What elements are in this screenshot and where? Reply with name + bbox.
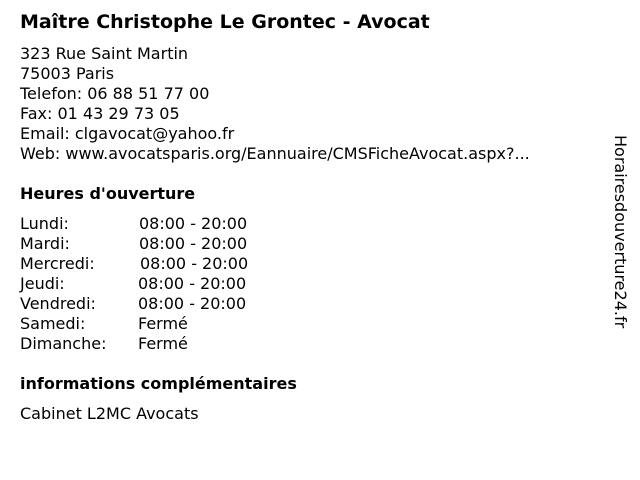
hours-day-label: Vendredi:	[20, 294, 96, 313]
hours-day-label: Mercredi:	[20, 254, 95, 273]
phone-number: Telefon: 06 88 51 77 00	[20, 84, 210, 103]
hours-time-value: 08:00 - 20:00	[139, 234, 248, 253]
address-city: 75003 Paris	[20, 64, 115, 83]
hours-day-label: Lundi:	[20, 214, 69, 233]
website-url: Web: www.avocatsparis.org/Eannuaire/CMSFicheAvocat.aspx?...	[20, 144, 530, 163]
hours-day-label: Samedi:	[20, 314, 86, 333]
hours-time-value: Fermé	[138, 314, 188, 333]
page-title: Maître Christophe Le Grontec - Avocat	[20, 11, 430, 33]
hours-time-value: Fermé	[138, 334, 188, 353]
hours-time-value: 08:00 - 20:00	[138, 274, 247, 293]
extra-info-text: Cabinet L2MC Avocats	[20, 404, 199, 423]
hours-day-label: Jeudi:	[20, 274, 65, 293]
hours-time-value: 08:00 - 20:00	[138, 294, 247, 313]
hours-heading: Heures d'ouverture	[20, 184, 196, 203]
hours-time-value: 08:00 - 20:00	[140, 254, 249, 273]
extra-info-heading: informations complémentaires	[20, 374, 297, 393]
fax-number: Fax: 01 43 29 73 05	[20, 104, 180, 123]
hours-time-value: 08:00 - 20:00	[139, 214, 248, 233]
site-watermark: Horairesdouverture24.fr	[611, 135, 630, 329]
hours-day-label: Dimanche:	[20, 334, 107, 353]
address-street: 323 Rue Saint Martin	[20, 44, 189, 63]
email-address: Email: clgavocat@yahoo.fr	[20, 124, 235, 143]
contact-block	[20, 44, 530, 164]
hours-day-label: Mardi:	[20, 234, 70, 253]
